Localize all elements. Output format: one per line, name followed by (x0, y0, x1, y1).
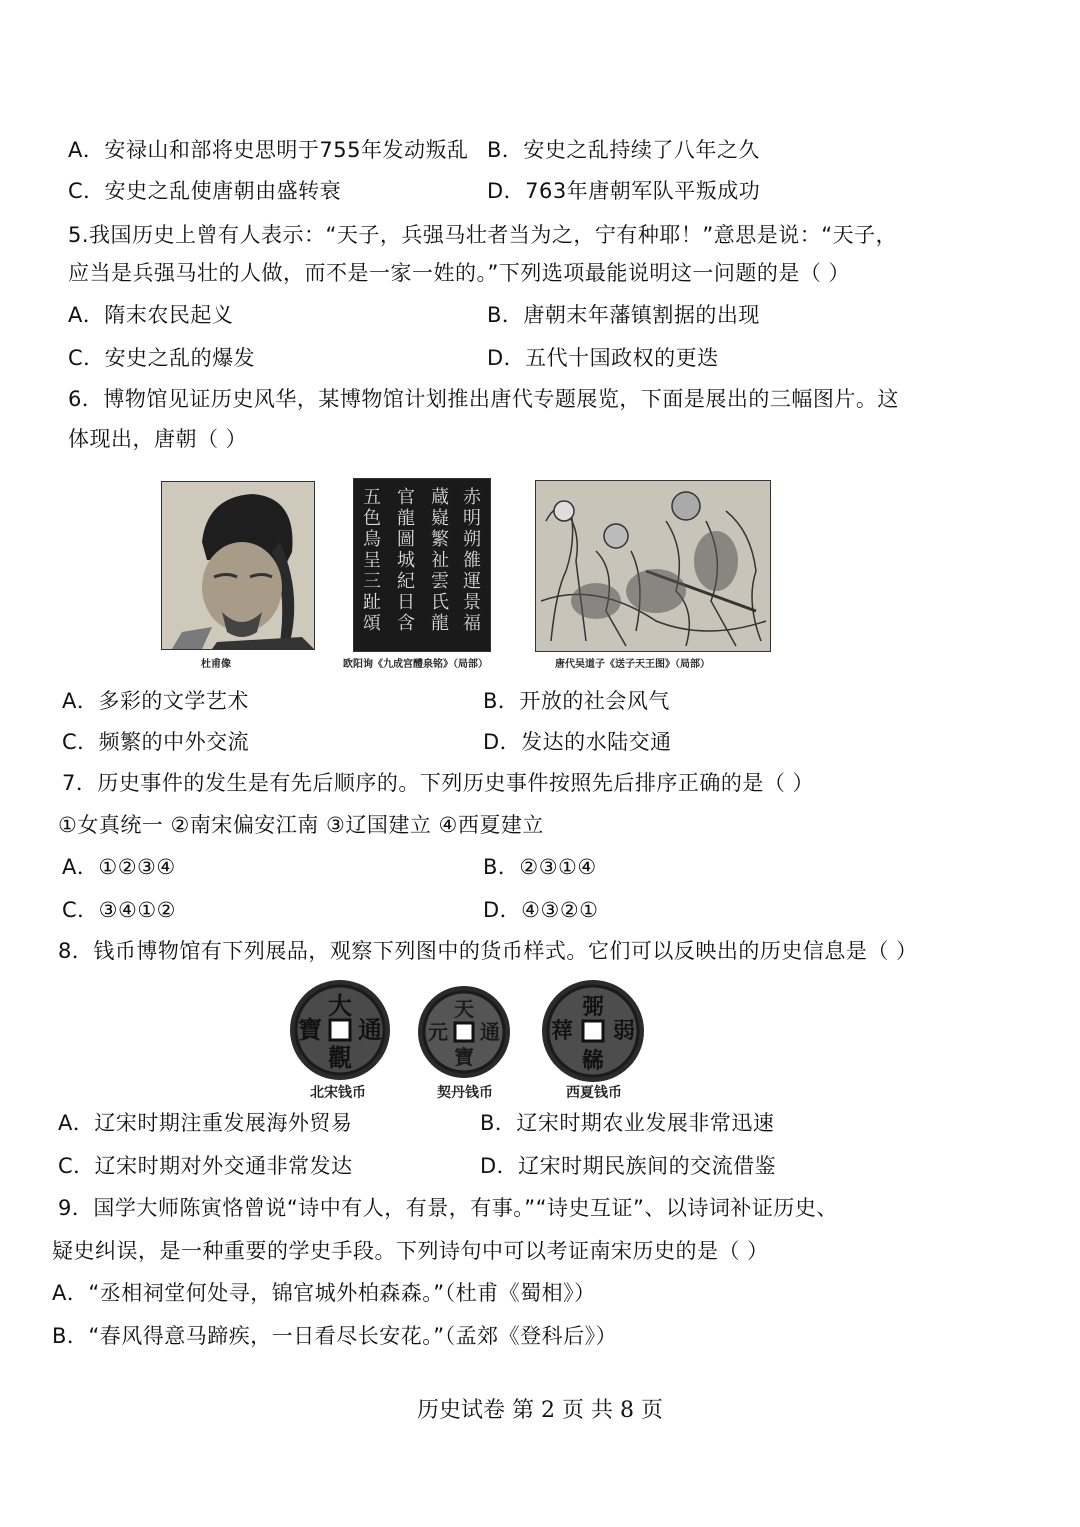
q7-stem-line1: 7．历史事件的发生是有先后顺序的。下列历史事件按照先后排序正确的是（ ） (62, 771, 815, 795)
q7-option-b: B．②③①④ (483, 855, 597, 879)
coin-1-char-left: 寶 (298, 1015, 322, 1044)
northern-song-coin (288, 978, 392, 1086)
coin-icon (540, 978, 646, 1084)
q5-option-d: D．五代十国政权的更迭 (487, 346, 719, 370)
q4-option-b: B．安史之乱持续了八年之久 (487, 138, 760, 162)
tianwang-painting-figure (535, 480, 771, 652)
coin-3-char-right: 弱 (612, 1018, 636, 1044)
q4-option-a: A．安禄山和部将史思明于755年发动叛乱 (68, 138, 469, 162)
q6-option-d: D．发达的水陆交通 (483, 730, 672, 754)
calligraphy-col-3: 蔵嶷繁祉雲氏龍 (431, 487, 449, 634)
coin-1-char-right: 通 (358, 1015, 382, 1044)
q7-option-c: C．③④①② (62, 898, 176, 922)
coin-1-char-top: 大 (328, 991, 352, 1020)
q6-stem-line1: 6．博物馆见证历史风华，某博物馆计划推出唐代专题展览，下面是展出的三幅图片。这 (68, 387, 899, 411)
khitan-coin (416, 984, 512, 1084)
q4-option-c: C．安史之乱使唐朝由盛转衰 (68, 179, 342, 203)
coin-3-char-left: 䔗 (550, 1018, 574, 1044)
calligraphy-col-1: 五色鳥呈三趾頌 (363, 487, 381, 634)
q4-option-d: D．763年唐朝军队平叛成功 (487, 179, 761, 203)
q8-option-d: D．辽宋时期民族间的交流借鉴 (480, 1154, 777, 1178)
calligraphy-col-4: 赤明朔雒運景福 (463, 487, 481, 634)
coin-2-char-left: 元 (428, 1020, 448, 1044)
figure-caption-3: 唐代吴道子《送子天王图》（局部） (555, 659, 710, 670)
coin-3-char-bottom: 㣈 (581, 1048, 605, 1074)
coin-caption-1: 北宋钱币 (310, 1085, 366, 1101)
portrait-icon (162, 482, 314, 649)
coin-2-char-right: 通 (480, 1020, 500, 1044)
q6-stem-line2: 体现出，唐朝（ ） (68, 427, 248, 451)
q7-option-d: D．④③②① (483, 898, 599, 922)
coin-icon (416, 984, 512, 1080)
q7-option-a: A．①②③④ (62, 855, 176, 879)
calligraphy-icon (354, 479, 490, 651)
q8-option-a: A．辽宋时期注重发展海外贸易 (58, 1111, 353, 1135)
coin-1-char-bottom: 觀 (328, 1043, 352, 1072)
q5-option-c: C．安史之乱的爆发 (68, 346, 256, 370)
coin-icon (288, 978, 392, 1082)
q6-option-b: B．开放的社会风气 (483, 689, 670, 713)
coin-2-char-bottom: 寶 (454, 1045, 474, 1069)
q9-stem-line1: 9．国学大师陈寅恪曾说“诗中有人，有景，有事。”“诗史互证”、以诗词补证历史、 (58, 1196, 838, 1220)
du-fu-portrait-figure (161, 481, 315, 650)
q8-option-b: B．辽宋时期农业发展非常迅速 (480, 1111, 775, 1135)
coin-caption-3: 西夏钱币 (566, 1085, 622, 1101)
q9-option-a: A．“丞相祠堂何处寻，锦官城外柏森森。”（杜甫《蜀相》） (52, 1281, 596, 1305)
calligraphy-figure (353, 478, 491, 652)
coin-3-char-top: 㢽 (581, 994, 605, 1020)
q6-option-a: A．多彩的文学艺术 (62, 689, 249, 713)
q7-stem-line2: ①女真统一 ②南宋偏安江南 ③辽国建立 ④西夏建立 (58, 813, 544, 837)
q5-option-a: A．隋末农民起义 (68, 303, 234, 327)
page-footer: 历史试卷 第 2 页 共 8 页 (417, 1398, 663, 1423)
figure-caption-1: 杜甫像 (201, 659, 231, 670)
coin-2-char-top: 天 (454, 997, 474, 1021)
q6-option-c: C．频繁的中外交流 (62, 730, 250, 754)
calligraphy-col-2: 官龍圖城紀日含 (397, 487, 415, 634)
q8-option-c: C．辽宋时期对外交通非常发达 (58, 1154, 353, 1178)
coin-caption-2: 契丹钱币 (437, 1085, 493, 1101)
figure-caption-2: 欧阳询《九成宫醴泉铭》（局部） (343, 659, 488, 670)
western-xia-coin (540, 978, 646, 1088)
q9-stem-line2: 疑史纠误，是一种重要的学史手段。下列诗句中可以考证南宋历史的是（ ） (52, 1239, 769, 1263)
q5-stem-line1: 5.我国历史上曾有人表示：“天子，兵强马壮者当为之，宁有种耶！”意思是说：“天子， (68, 223, 898, 247)
q9-option-b: B．“春风得意马蹄疾，一日看尽长安花。”（孟郊《登科后》） (52, 1324, 618, 1348)
q5-stem-line2: 应当是兵强马壮的人做，而不是一家一姓的。”下列选项最能说明这一问题的是（ ） (68, 261, 851, 285)
q8-stem-line1: 8．钱币博物馆有下列展品，观察下列图中的货币样式。它们可以反映出的历史信息是（ ） (58, 939, 918, 963)
painting-icon (536, 481, 770, 651)
q5-option-b: B．唐朝末年藩镇割据的出现 (487, 303, 760, 327)
